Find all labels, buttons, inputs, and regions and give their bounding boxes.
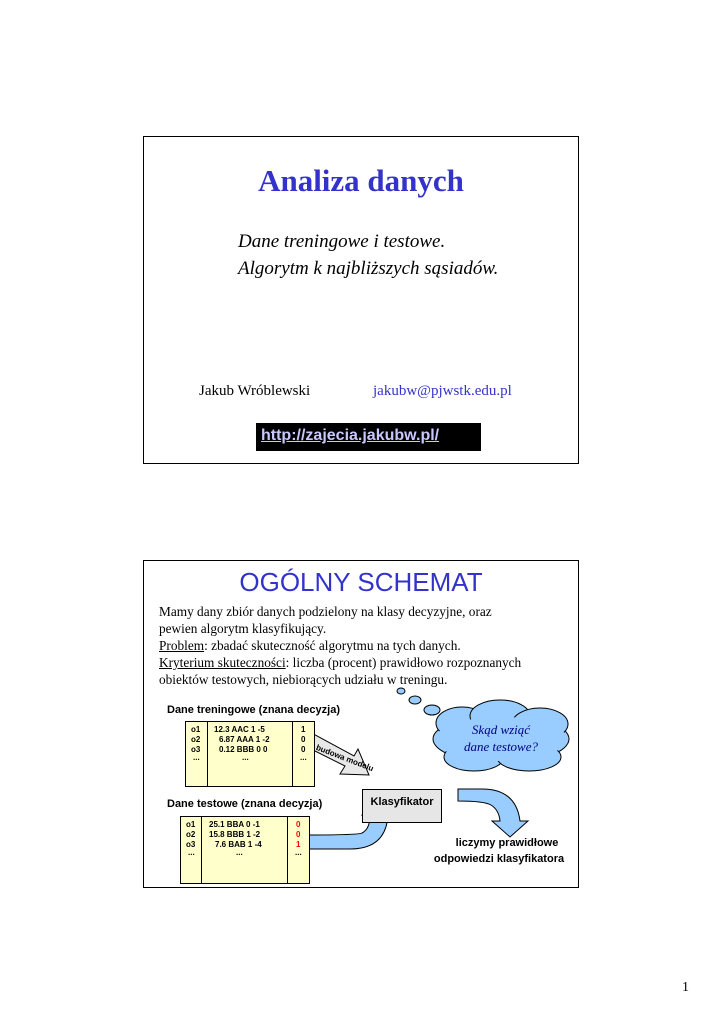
title-slide <box>143 136 579 464</box>
page-number: 1 <box>682 980 689 995</box>
table-cell: 1 <box>296 840 301 849</box>
problem-label: Problem <box>159 638 205 653</box>
body-line: Mamy dany zbiór danych podzielony na klasy decyzyjne, oraz <box>159 604 492 619</box>
table-cell: 1 <box>301 725 306 734</box>
subtitle-line-2: Algorytm k najbliższych sąsiadów. <box>238 258 499 279</box>
table-cell: ... <box>242 753 249 762</box>
cloud-line-2: dane testowe? <box>463 739 538 754</box>
classifier-box: Klasyfikator <box>362 789 442 823</box>
table-cell: ... <box>188 848 195 857</box>
train-table <box>185 721 315 787</box>
table-cell: o1 <box>191 725 201 734</box>
schema-slide <box>143 560 579 888</box>
test-decision-column <box>287 817 310 883</box>
train-attr-column <box>207 722 293 786</box>
cloud-question <box>436 721 566 755</box>
slide-title: Analiza danych <box>258 163 464 198</box>
table-cell: o3 <box>191 745 201 754</box>
table-cell: 7.6 BAB 1 -4 <box>215 840 262 849</box>
table-cell: 0 <box>301 745 306 754</box>
result-line-1: liczymy prawidłowe <box>455 837 559 849</box>
course-url-link[interactable]: http://zajecia.jakubw.pl/ <box>261 427 440 444</box>
table-cell: ... <box>193 753 200 762</box>
table-cell: o2 <box>191 735 201 744</box>
kryterium-text: : liczba (procent) prawidłowo rozpoznanych <box>285 655 522 670</box>
table-cell: 0 <box>301 735 306 744</box>
slide-title: OGÓLNY SCHEMAT <box>239 567 483 597</box>
table-cell: 0 <box>296 830 301 839</box>
test-table <box>180 816 310 884</box>
table-cell: 12.3 AAC 1 -5 <box>214 725 265 734</box>
table-cell: ... <box>295 848 302 857</box>
kryterium-label: Kryterium skuteczności <box>159 655 286 670</box>
table-cell: 0 <box>296 820 301 829</box>
table-cell: ... <box>236 848 243 857</box>
author-email[interactable]: jakubw@pjwstk.edu.pl <box>373 383 512 399</box>
test-attr-column <box>201 817 288 883</box>
body-line: pewien algorytm klasyfikujący. <box>159 621 327 636</box>
table-cell: 15.8 BBB 1 -2 <box>209 830 261 839</box>
train-data-label: Dane treningowe (znana decyzja) <box>167 704 340 716</box>
body-line: obiektów testowych, niebiorących udziału w treningu. <box>159 672 448 687</box>
test-id-column <box>181 817 201 883</box>
test-data-label: Dane testowe (znana decyzja) <box>167 798 323 810</box>
problem-text: : zbadać skuteczność algorytmu na tych danych. <box>204 638 461 653</box>
table-cell: o3 <box>186 840 196 849</box>
table-cell: 0.12 BBB 0 0 <box>219 745 268 754</box>
table-cell: 6.87 AAA 1 -2 <box>219 735 270 744</box>
output-curved-arrow <box>458 789 528 837</box>
table-cell: o1 <box>186 820 196 829</box>
table-cell: 25.1 BBA 0 -1 <box>209 820 260 829</box>
subtitle-line-1: Dane treningowe i testowe. <box>238 231 446 252</box>
cloud-line-1: Skąd wziąć <box>471 722 531 737</box>
result-line-2: odpowiedzi klasyfikatora <box>433 853 565 865</box>
train-decision-column <box>292 722 315 786</box>
author-name: Jakub Wróblewski <box>199 383 311 399</box>
table-cell: ... <box>300 753 307 762</box>
train-id-column <box>186 722 207 786</box>
table-cell: o2 <box>186 830 196 839</box>
build-model-label: budowa modelu <box>314 743 375 774</box>
